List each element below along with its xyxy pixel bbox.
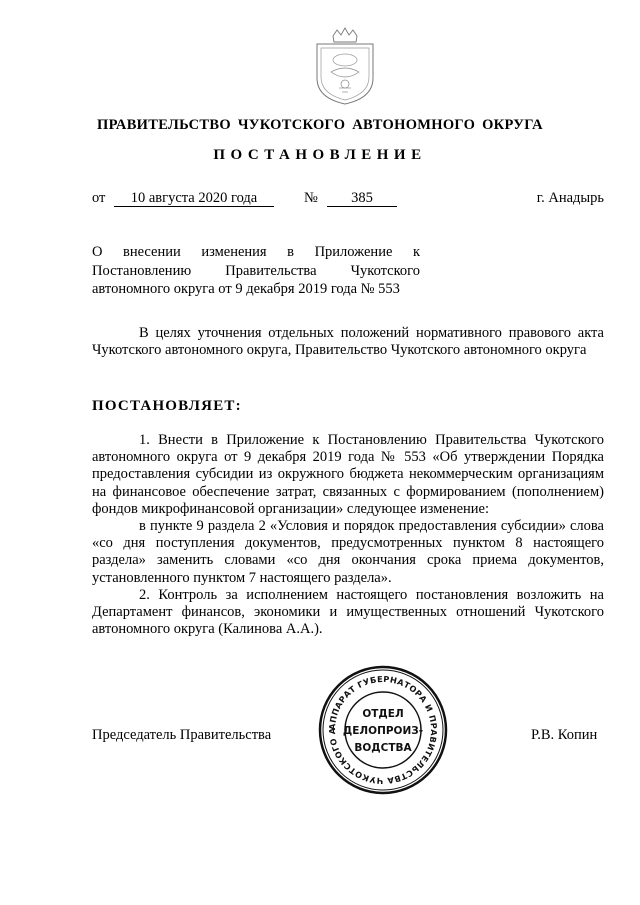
subject-text: О внесении изменения в Приложение к Постановлению Правительства Чукотского автономного округа от 9 декабря 2019 года № 553 [92,244,420,297]
signatory-name: Р.В. Копин [531,727,598,743]
organization-title: ПРАВИТЕЛЬСТВО ЧУКОТСКОГО АВТОНОМНОГО ОКРУГА [97,117,543,133]
coat-of-arms-icon [309,26,381,106]
preamble-text: В целях уточнения отдельных положений нормативного правового акта Чукотского автономного округа, Правительство Чукотского автономного округа [92,325,604,359]
number-prefix: № [304,190,318,206]
stamp-line-1: ОТДЕЛ [362,708,404,720]
document-meta-line [92,190,604,210]
paragraph-1-amendment: в пункте 9 раздела 2 «Условия и порядок предоставления субсидии» слова «со дня поступления документов, предусмотренных пунктом 8 настоящего раздела» заменить словами «со дня окончания срока приема документов, установленного пунктом 7 настоящего раздела». [92,518,604,586]
paragraph-2: 2. Контроль за исполнением настоящего постановления возложить на Департамент финансов, экономики и имущественных отношений Чукотского автономного округа (Калинова А.А.). [92,586,604,638]
stamp-ring-text: АППАРАТ ГУБЕРНАТОРА И ПРАВИТЕЛЬСТВА ЧУКОТСКОГО А [326,673,440,787]
signatory-position: Председатель Правительства [92,727,272,743]
preamble [92,325,604,359]
document-subject [92,243,420,299]
date-prefix: от [92,190,106,206]
stamp-line-3: ВОДСТВА [354,742,412,754]
stamp-seal-icon [316,663,450,797]
document-number: 385 [327,190,397,207]
resolves-heading: ПОСТАНОВЛЯЕТ: [92,398,242,414]
stamp-line-2: ДЕЛОПРОИЗ- [342,725,424,737]
document-type-title: ПОСТАНОВЛЕНИЕ [213,147,427,163]
paragraph-1: 1. Внести в Приложение к Постановлению Правительства Чукотского автономного округа от 9 декабря 2019 года № 553 «Об утверждении Порядка предоставления субсидии из окружного бюджета некоммерческим организациям на финансовое обеспечение затрат, связанных с формированием (пополнением) фондов микрофинансовой организации» следующее изменение: [92,432,604,517]
document-date: 10 августа 2020 года [114,190,274,207]
coat-of-arms-emblem [309,26,381,106]
document-place: г. Анадырь [536,190,604,206]
official-stamp [316,663,450,797]
operative-part [92,432,604,638]
